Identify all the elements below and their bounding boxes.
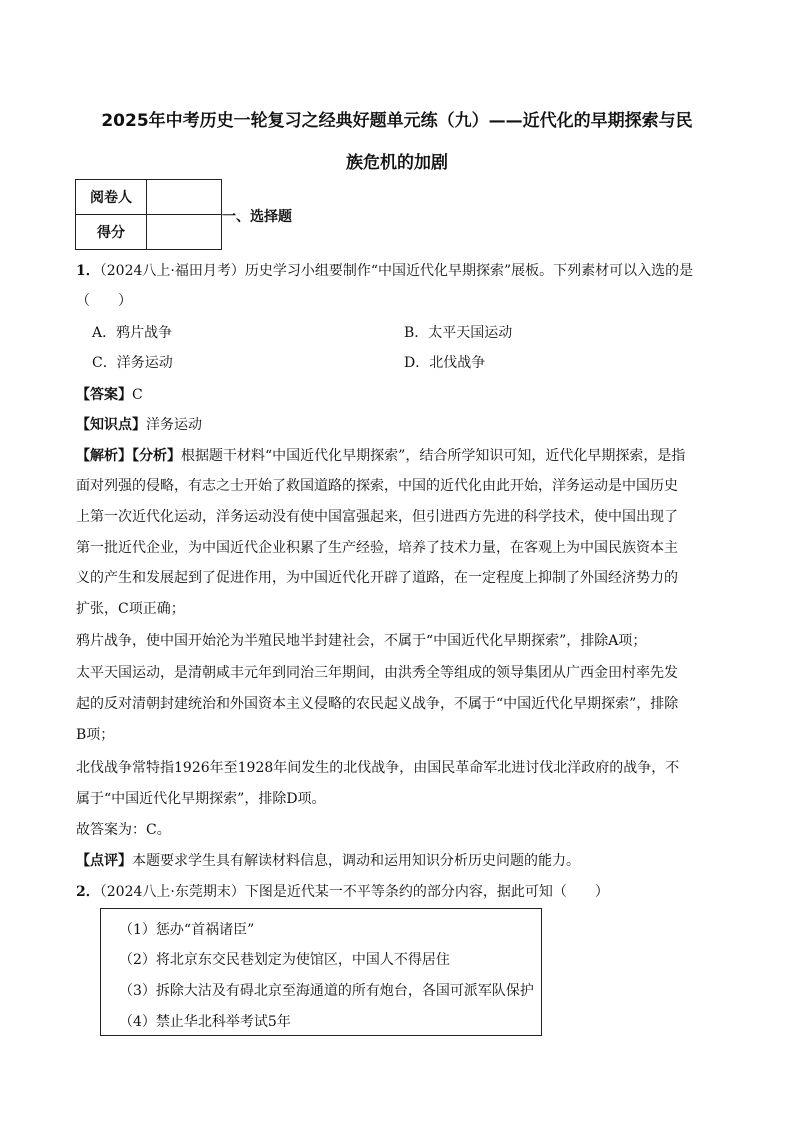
q2-number: 2． <box>76 884 100 900</box>
q1-option-a: A．鸦片战争 <box>92 325 173 341</box>
treaty-item: （2）将北京东交民巷划定为使馆区，中国人不得居住 <box>119 952 450 968</box>
q1-option-d: D．北伐战争 <box>404 355 486 371</box>
document-title <box>70 100 724 184</box>
answer-value: C <box>132 387 143 403</box>
q2-stem <box>76 881 716 901</box>
q1-knowledge <box>76 414 716 434</box>
q1-number: 1． <box>76 263 100 279</box>
q1-stem-line-1 <box>76 260 716 280</box>
treaty-excerpt-box <box>100 908 542 1036</box>
treaty-item: （4）禁止华北科举考试5年 <box>119 1014 291 1030</box>
title-line-2: 族危机的加剧 <box>346 153 448 173</box>
knowledge-value: 洋务运动 <box>146 417 202 433</box>
analysis-line: 第一批近代企业，为中国近代企业积累了生产经验，培养了技术力量，在客观上为中国民族资本主 <box>76 540 678 556</box>
score-label: 得分 <box>76 215 147 250</box>
score-table <box>75 179 222 250</box>
analysis-line: 北伐战争常特指1926年至1928年间发生的北伐战争，由国民革命军北进讨伐北洋政府的战争，不 <box>76 760 680 776</box>
analysis-line: 上第一次近代化运动，洋务运动没有使中国富强起来，但引进西方先进的科学技术，使中国出现了 <box>76 509 678 525</box>
comment-value: 本题要求学生具有解读材料信息，调动和运用知识分析历史问题的能力。 <box>132 853 580 869</box>
analysis-line: 扩张，C项正确； <box>76 601 185 617</box>
section-title: 一、选择题 <box>222 209 292 225</box>
q1-comment <box>76 850 716 870</box>
q2-source: （2024八上·东莞期末） <box>99 884 245 900</box>
analysis-line: 【解析】【分析】根据题干材料“中国近代化早期探索”，结合所学知识可知，近代化早期探索，是指 <box>76 448 686 464</box>
treaty-item: （3）拆除大沽及有碍北京至海通道的所有炮台，各国可派军队保护 <box>119 983 534 999</box>
q1-answer <box>76 384 716 404</box>
analysis-line: 鸦片战争，使中国开始沦为半殖民地半封建社会，不属于“中国近代化早期探索”，排除A项； <box>76 633 647 649</box>
analysis-line: 面对列强的侵略，有志之士开始了救国道路的探索，中国的近代化由此开始，洋务运动是中国历史 <box>76 478 678 494</box>
analysis-line: 太平天国运动，是清朝咸丰元年到同治三年期间，由洪秀全等组成的领导集团从广西金田村率先发 <box>76 665 678 681</box>
q1-stem: 历史学习小组要制作“中国近代化早期探索”展板。下列素材可以入选的是 <box>244 263 694 279</box>
knowledge-tag: 【知识点】 <box>76 417 146 433</box>
title-line-1: 2025年中考历史一轮复习之经典好题单元练（九）——近代化的早期探索与民 <box>101 111 693 131</box>
comment-tag: 【点评】 <box>76 853 132 869</box>
analysis-line: 起的反对清朝封建统治和外国资本主义侵略的农民起义战争，不属于“中国近代化早期探索”，排除 <box>76 696 679 712</box>
reviewer-field[interactable] <box>147 180 222 215</box>
q1-option-b: B．太平天国运动 <box>404 325 513 341</box>
q1-source: （2024八上·福田月考） <box>99 263 245 279</box>
treaty-item: （1）惩办“首祸诸臣” <box>119 922 255 938</box>
analysis-line: 故答案为：C。 <box>76 822 171 838</box>
answer-tag: 【答案】 <box>76 387 132 403</box>
analysis-line: 义的产生和发展起到了促进作用，为中国近代化开辟了道路，在一定程度上抑制了外国经济势力的 <box>76 570 678 586</box>
score-field[interactable] <box>147 215 222 250</box>
analysis-tag: 【解析】【分析】 <box>76 448 181 464</box>
q1-stem-line-2: （ ） <box>76 293 132 309</box>
analysis-line: 属于“中国近代化早期探索”，排除D项。 <box>76 791 326 807</box>
q1-option-c: C．洋务运动 <box>92 355 173 371</box>
q2-stem-text: 下图是近代某一不平等条约的部分内容，据此可知（ ） <box>244 884 609 900</box>
reviewer-label: 阅卷人 <box>76 180 147 215</box>
analysis-line: B项； <box>76 727 115 743</box>
